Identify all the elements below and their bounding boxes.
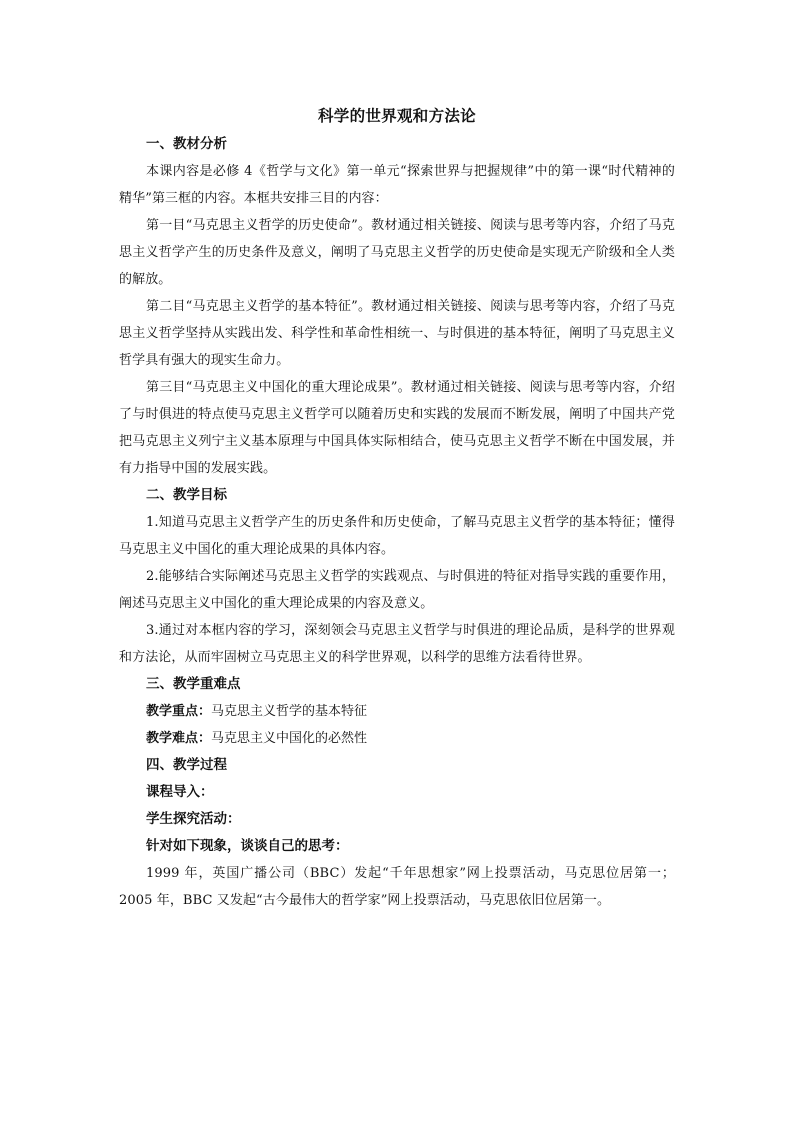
subheading-student-activity: 学生探究活动： (146, 811, 241, 827)
paragraph: 1999 年，英国广播公司（BBC）发起“千年思想家”网上投票活动，马克思位居第一；2005 年，BBC 又发起“古今最伟大的哲学家”网上投票活动，马克思依旧位居第一。 (119, 866, 675, 908)
paragraph: 第三目“马克思主义中国化的重大理论成果”。教材通过相关链接、阅读与思考等内容，介绍了与时俱进的特点使马克思主义哲学可以随着历史和实践的发展而不断发展，阐明了中国共产党把马克思主义列宁主义基本原理与中国具体实际相结合，使马克思主义哲学不断在中国发展，并有力指导中国的发展实践。 (119, 380, 675, 476)
paragraph: 第二目“马克思主义哲学的基本特征”。教材通过相关链接、阅读与思考等内容，介绍了马克思主义哲学坚持从实践出发、科学性和革命性相统一、与时俱进的基本特征，阐明了马克思主义哲学具有强大的现实生命力。 (119, 299, 675, 368)
difficult-point-line (119, 725, 675, 752)
difficult-point-label: 教学难点： (146, 731, 212, 746)
subheading-course-intro: 课程导入： (146, 784, 214, 800)
section-heading-key-points: 三、教学重难点 (146, 676, 241, 692)
goal-item: 3.通过对本框内容的学习，深刻领会马克思主义哲学与时俱进的理论品质，是科学的世界观和方法论，从而牢固树立马克思主义的科学世界观，以科学的思维方法看待世界。 (119, 623, 675, 665)
key-point-text: 马克思主义哲学的基本特征 (211, 704, 368, 719)
paragraph: 本课内容是必修 4《哲学与文化》第一单元“探索世界与把握规律”中的第一课“时代精神的精华”第三框的内容。本框共安排三目的内容： (119, 164, 675, 206)
document-title: 科学的世界观和方法论 (317, 107, 476, 125)
subheading-discussion-prompt: 针对如下现象，谈谈自己的思考： (146, 838, 349, 854)
key-point-line (119, 698, 675, 725)
goal-item: 2.能够结合实际阐述马克思主义哲学的实践观点、与时俱进的特征对指导实践的重要作用，阐述马克思主义中国化的重大理论成果的内容及意义。 (119, 569, 675, 611)
paragraph: 第一目“马克思主义哲学的历史使命”。教材通过相关链接、阅读与思考等内容，介绍了马克思主义哲学产生的历史条件及意义，阐明了马克思主义哲学的历史使命是实现无产阶级和全人类的解放。 (119, 218, 675, 287)
section-heading-teaching-goals: 二、教学目标 (146, 487, 227, 503)
document-page (119, 104, 675, 914)
goal-item: 1.知道马克思主义哲学产生的历史条件和历史使命，了解马克思主义哲学的基本特征；懂得马克思主义中国化的重大理论成果的具体内容。 (119, 515, 675, 557)
difficult-point-text: 马克思主义中国化的必然性 (211, 731, 368, 746)
section-heading-textbook-analysis: 一、教材分析 (146, 136, 227, 152)
key-point-label: 教学重点： (146, 704, 212, 719)
section-heading-teaching-process: 四、教学过程 (146, 757, 227, 773)
